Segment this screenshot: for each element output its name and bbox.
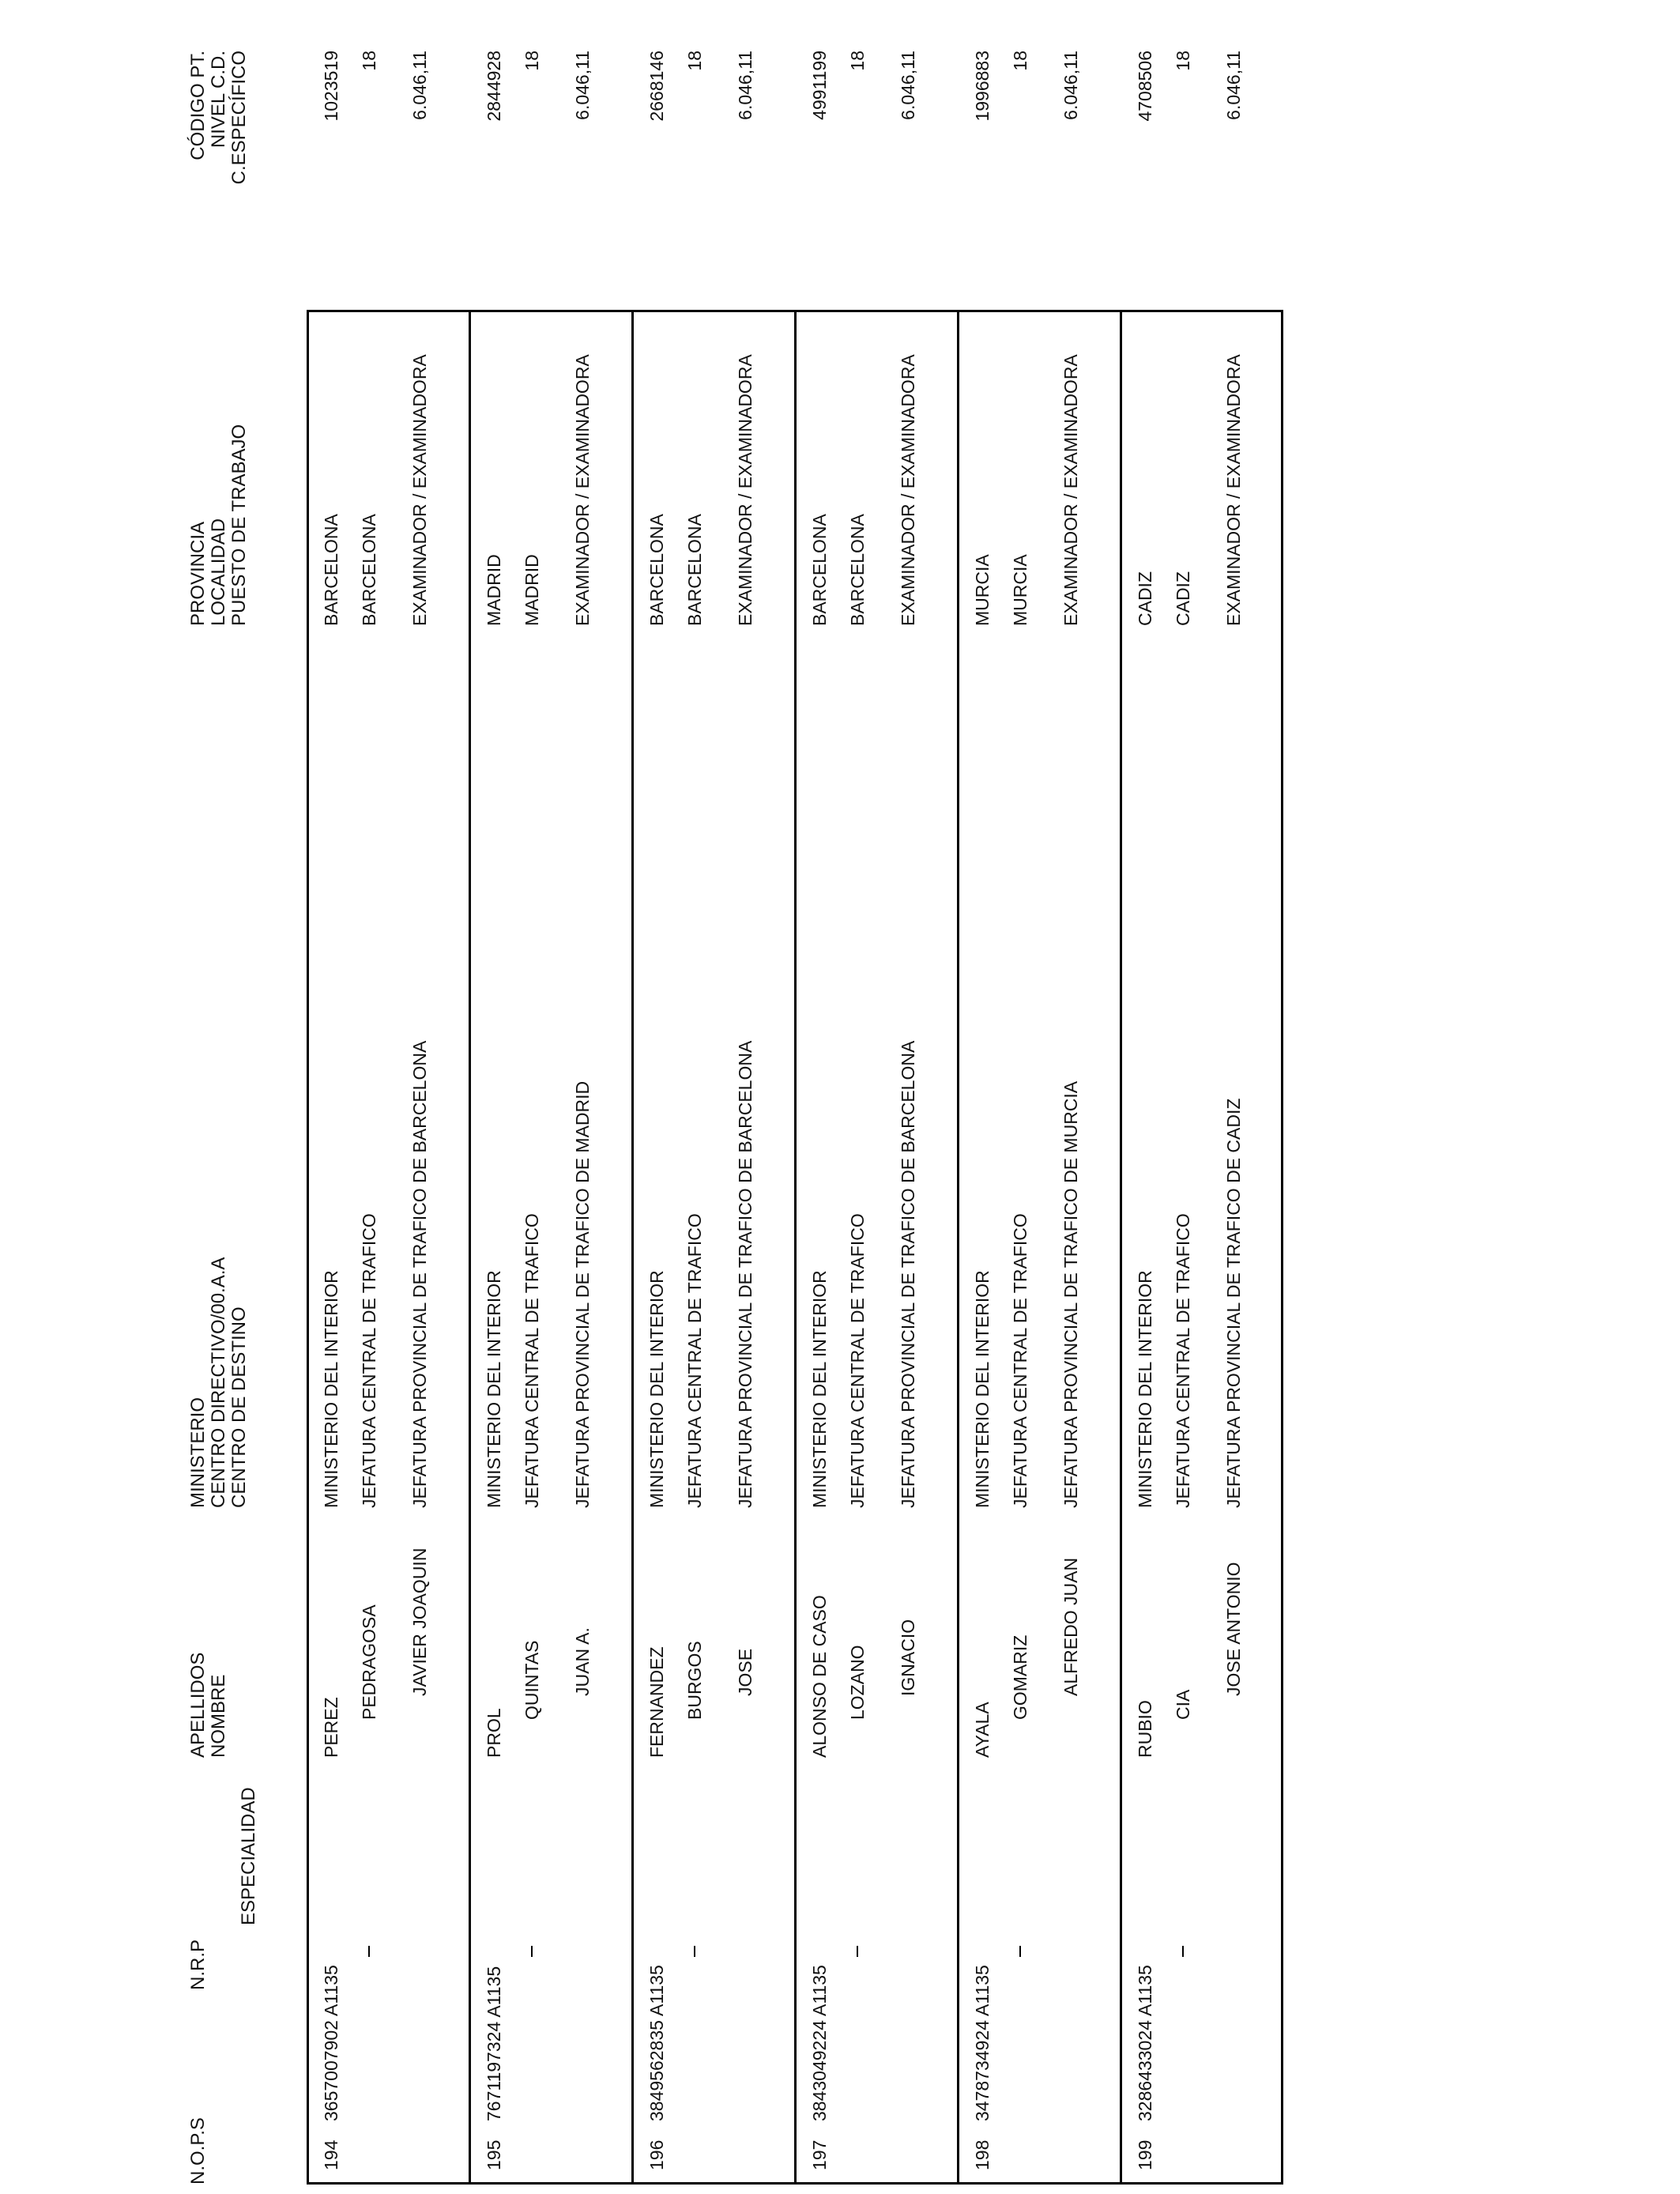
cell-apellido1: PEREZ: [321, 1697, 341, 1758]
cell-localidad: BARCELONA: [847, 514, 868, 626]
cell-ministerio: MINISTERIO DEL INTERIOR: [321, 1270, 341, 1508]
row-separator: [794, 310, 797, 2185]
cell-apellido2: BURGOS: [684, 1641, 705, 1720]
cell-puesto: EXAMINADOR / EXAMINADORA: [409, 354, 430, 626]
header-nrp: N.R.P: [187, 1939, 209, 1990]
cell-codigo: 4991199: [809, 51, 830, 120]
row-separator: [631, 310, 634, 2185]
row-separator: [957, 310, 959, 2185]
cell-especialidad: [531, 1946, 533, 1957]
cell-nrp: 3657007902 A1135: [321, 1965, 341, 2121]
cell-ministerio: MINISTERIO DEL INTERIOR: [809, 1270, 830, 1508]
cell-nrp: 3849562835 A1135: [646, 1965, 667, 2121]
cell-centro-directivo: JEFATURA CENTRAL DE TRAFICO: [522, 1213, 542, 1508]
cell-especifico: 6.046,11: [409, 51, 430, 120]
cell-provincia: BARCELONA: [321, 514, 341, 626]
cell-localidad: MADRID: [522, 554, 542, 626]
cell-nivel: 18: [1173, 51, 1193, 71]
cell-ministerio: MINISTERIO DEL INTERIOR: [646, 1270, 667, 1508]
cell-especialidad: [368, 1946, 370, 1957]
cell-especialidad: [1019, 1946, 1021, 1957]
cell-nombre: IGNACIO: [898, 1619, 918, 1696]
header-centro-directivo: CENTRO DIRECTIVO/00.A.A: [208, 1257, 229, 1508]
cell-apellido2: GOMARIZ: [1010, 1634, 1030, 1720]
cell-puesto: EXAMINADOR / EXAMINADORA: [735, 354, 755, 626]
header-nivel: NIVEL C.D.: [208, 51, 229, 149]
cell-centro-directivo: JEFATURA CENTRAL DE TRAFICO: [1010, 1213, 1030, 1508]
cell-localidad: BARCELONA: [359, 514, 379, 626]
cell-nombre: JUAN A.: [572, 1627, 593, 1696]
cell-ministerio: MINISTERIO DEL INTERIOR: [484, 1270, 504, 1508]
header-centro-destino: CENTRO DE DESTINO: [228, 1306, 250, 1508]
cell-puesto: EXAMINADOR / EXAMINADORA: [898, 354, 918, 626]
cell-nops: 196: [646, 2139, 667, 2170]
cell-especifico: 6.046,11: [1060, 51, 1081, 120]
cell-apellido1: AYALA: [972, 1702, 993, 1758]
cell-ministerio: MINISTERIO DEL INTERIOR: [1135, 1270, 1155, 1508]
header-nombre: NOMBRE: [208, 1674, 229, 1758]
cell-centro-directivo: JEFATURA CENTRAL DE TRAFICO: [1173, 1213, 1193, 1508]
cell-nops: 198: [972, 2139, 993, 2170]
row-separator: [469, 310, 471, 2185]
cell-apellido1: RUBIO: [1135, 1700, 1155, 1758]
cell-apellido1: FERNANDEZ: [646, 1646, 667, 1758]
cell-apellido2: LOZANO: [847, 1645, 868, 1720]
cell-puesto: EXAMINADOR / EXAMINADORA: [1060, 354, 1081, 626]
cell-apellido2: QUINTAS: [522, 1640, 542, 1720]
cell-provincia: BARCELONA: [809, 514, 830, 626]
cell-puesto: EXAMINADOR / EXAMINADORA: [572, 354, 593, 626]
cell-centro-directivo: JEFATURA CENTRAL DE TRAFICO: [359, 1213, 379, 1508]
header-especialidad: ESPECIALIDAD: [238, 1787, 259, 1925]
cell-nrp: 3843049224 A1135: [809, 1965, 830, 2121]
cell-centro-directivo: JEFATURA CENTRAL DE TRAFICO: [684, 1213, 705, 1508]
cell-nops: 195: [484, 2139, 504, 2170]
header-ministerio: MINISTERIO: [187, 1397, 209, 1508]
header-provincia: PROVINCIA: [187, 521, 209, 626]
cell-especialidad: [1182, 1946, 1184, 1957]
cell-provincia: MURCIA: [972, 554, 993, 626]
cell-nivel: 18: [522, 51, 542, 71]
cell-nombre: JOSE ANTONIO: [1223, 1562, 1244, 1696]
cell-ministerio: MINISTERIO DEL INTERIOR: [972, 1270, 993, 1508]
cell-codigo: 1996883: [972, 51, 993, 122]
cell-nrp: 7671197324 A1135: [484, 1966, 504, 2121]
cell-apellido1: PROL: [484, 1708, 504, 1758]
cell-centro-destino: JEFATURA PROVINCIAL DE TRAFICO DE BARCELONA: [735, 1040, 755, 1508]
cell-nombre: JOSE: [735, 1648, 755, 1696]
header-apellidos: APELLIDOS: [187, 1652, 209, 1758]
cell-apellido2: CIA: [1173, 1689, 1193, 1720]
cell-provincia: BARCELONA: [646, 514, 667, 626]
cell-codigo: 1023519: [321, 51, 341, 122]
cell-centro-destino: JEFATURA PROVINCIAL DE TRAFICO DE MURCIA: [1060, 1080, 1081, 1508]
header-localidad: LOCALIDAD: [208, 518, 229, 626]
cell-especifico: 6.046,11: [735, 51, 755, 120]
cell-localidad: BARCELONA: [684, 514, 705, 626]
cell-especialidad: [694, 1946, 695, 1957]
cell-especifico: 6.046,11: [1223, 51, 1244, 120]
cell-provincia: MADRID: [484, 554, 504, 626]
row-separator: [1120, 310, 1122, 2185]
cell-nops: 199: [1135, 2139, 1155, 2170]
header-codigo: CÓDIGO PT.: [187, 51, 209, 160]
cell-nops: 194: [321, 2139, 341, 2170]
cell-nops: 197: [809, 2139, 830, 2170]
cell-centro-directivo: JEFATURA CENTRAL DE TRAFICO: [847, 1213, 868, 1508]
cell-nombre: ALFREDO JUAN: [1060, 1557, 1081, 1696]
cell-centro-destino: JEFATURA PROVINCIAL DE TRAFICO DE BARCELONA: [409, 1040, 430, 1508]
cell-codigo: 4708506: [1135, 51, 1155, 122]
header-especifico: C.ESPECÍFICO: [228, 51, 250, 185]
cell-codigo: 2668146: [646, 51, 667, 122]
cell-codigo: 2844928: [484, 51, 504, 122]
cell-especifico: 6.046,11: [898, 51, 918, 120]
header-puesto: PUESTO DE TRABAJO: [228, 424, 250, 626]
cell-localidad: MURCIA: [1010, 554, 1030, 626]
cell-nrp: 3478734924 A1135: [972, 1965, 993, 2121]
cell-centro-destino: JEFATURA PROVINCIAL DE TRAFICO DE MADRID: [572, 1080, 593, 1508]
cell-localidad: CADIZ: [1173, 571, 1193, 626]
cell-nivel: 18: [847, 51, 868, 71]
cell-nivel: 18: [359, 51, 379, 71]
cell-nivel: 18: [684, 51, 705, 71]
cell-especifico: 6.046,11: [572, 51, 593, 120]
cell-apellido1: ALONSO DE CASO: [809, 1595, 830, 1758]
cell-nrp: 3286433024 A1135: [1135, 1965, 1155, 2121]
cell-nombre: JAVIER JOAQUIN: [409, 1547, 430, 1696]
cell-provincia: CADIZ: [1135, 571, 1155, 626]
cell-especialidad: [857, 1946, 858, 1957]
cell-nivel: 18: [1010, 51, 1030, 71]
cell-centro-destino: JEFATURA PROVINCIAL DE TRAFICO DE BARCELONA: [898, 1040, 918, 1508]
cell-centro-destino: JEFATURA PROVINCIAL DE TRAFICO DE CADIZ: [1223, 1098, 1244, 1508]
header-nops: N.O.P.S: [187, 2117, 209, 2185]
cell-puesto: EXAMINADOR / EXAMINADORA: [1223, 354, 1244, 626]
cell-apellido2: PEDRAGOSA: [359, 1604, 379, 1720]
